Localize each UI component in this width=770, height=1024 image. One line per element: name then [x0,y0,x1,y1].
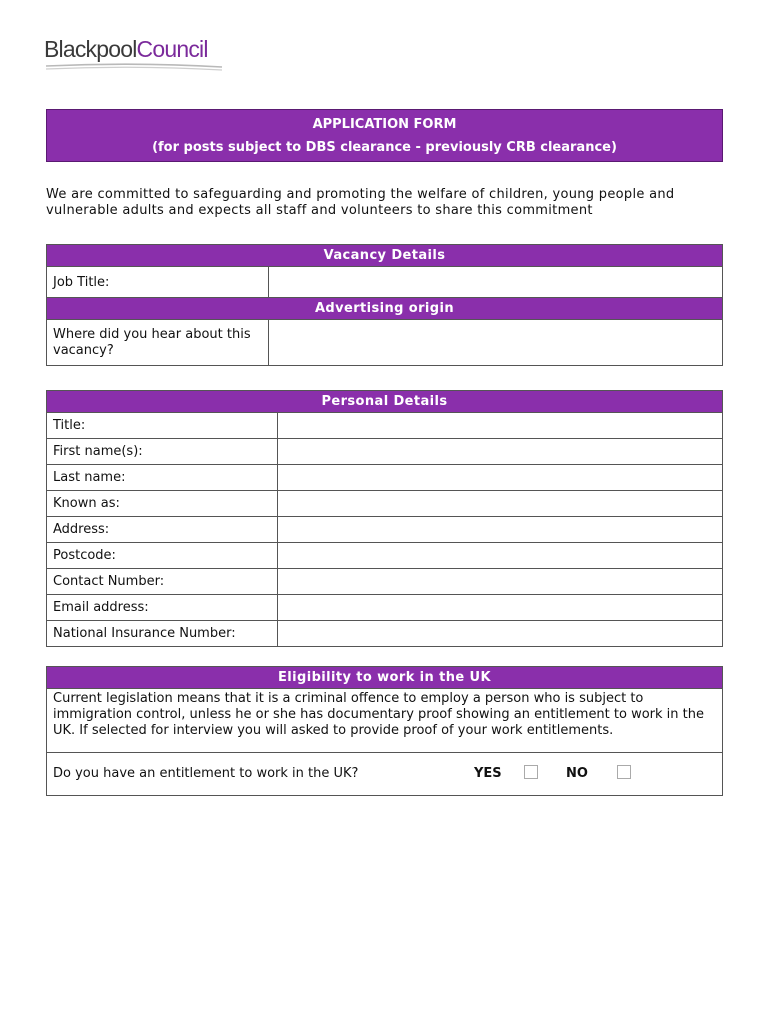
title-input[interactable] [278,413,722,438]
eligibility-table [46,666,723,796]
vacancy-details-table [46,244,723,366]
field-label: Known as: [47,491,278,516]
form-title: APPLICATION FORM [312,117,457,132]
where-heard-label: Where did you hear about this vacancy? [47,320,269,365]
postcode-input[interactable] [278,543,722,568]
vacancy-details-header: Vacancy Details [47,245,722,267]
field-label: National Insurance Number: [47,621,278,646]
email-input[interactable] [278,595,722,620]
where-heard-row [47,320,722,365]
personal-row-postcode [47,543,722,569]
personal-row-known-as [47,491,722,517]
yes-label: YES [474,766,502,781]
field-label: Title: [47,413,278,438]
eligibility-legislation-text: Current legislation means that it is a criminal offence to employ a person who is subject to immigration control, unless he or she has documentary proof showing an entitlement to work in the UK. If selected for interview you will asked to provide proof of your work entitlements. [47,689,722,753]
personal-details-header: Personal Details [47,391,722,413]
eligibility-header: Eligibility to work in the UK [47,667,722,689]
no-checkbox[interactable] [617,765,631,779]
personal-row-first-name [47,439,722,465]
form-subtitle: (for posts subject to DBS clearance - previously CRB clearance) [152,140,617,155]
personal-row-email [47,595,722,621]
address-input[interactable] [278,517,722,542]
known-as-input[interactable] [278,491,722,516]
first-name-input[interactable] [278,439,722,464]
personal-row-last-name [47,465,722,491]
personal-row-address [47,517,722,543]
entitlement-question: Do you have an entitlement to work in the UK? [53,766,359,781]
logo-text-blackpool: Blackpool [44,36,137,62]
field-label: Address: [47,517,278,542]
personal-row-contact-number [47,569,722,595]
personal-row-title [47,413,722,439]
where-heard-input[interactable] [269,320,722,365]
advertising-origin-header: Advertising origin [47,298,722,320]
blackpool-council-logo [44,34,234,74]
field-label: Last name: [47,465,278,490]
job-title-label: Job Title: [47,267,269,297]
safeguarding-statement: We are committed to safeguarding and promoting the welfare of children, young people and vulnerable adults and expects all staff and volunteers to share this commitment [46,187,675,218]
form-title-banner [46,109,723,162]
ni-number-input[interactable] [278,621,722,646]
logo-text-council: Council [136,36,208,62]
field-label: First name(s): [47,439,278,464]
field-label: Contact Number: [47,569,278,594]
job-title-row [47,267,722,298]
job-title-input[interactable] [269,267,722,297]
last-name-input[interactable] [278,465,722,490]
entitlement-question-row [47,753,722,795]
no-label: NO [566,766,588,781]
personal-row-ni-number [47,621,722,646]
logo-swoosh-icon [44,60,224,72]
field-label: Postcode: [47,543,278,568]
personal-details-table [46,390,723,647]
contact-number-input[interactable] [278,569,722,594]
yes-checkbox[interactable] [524,765,538,779]
field-label: Email address: [47,595,278,620]
